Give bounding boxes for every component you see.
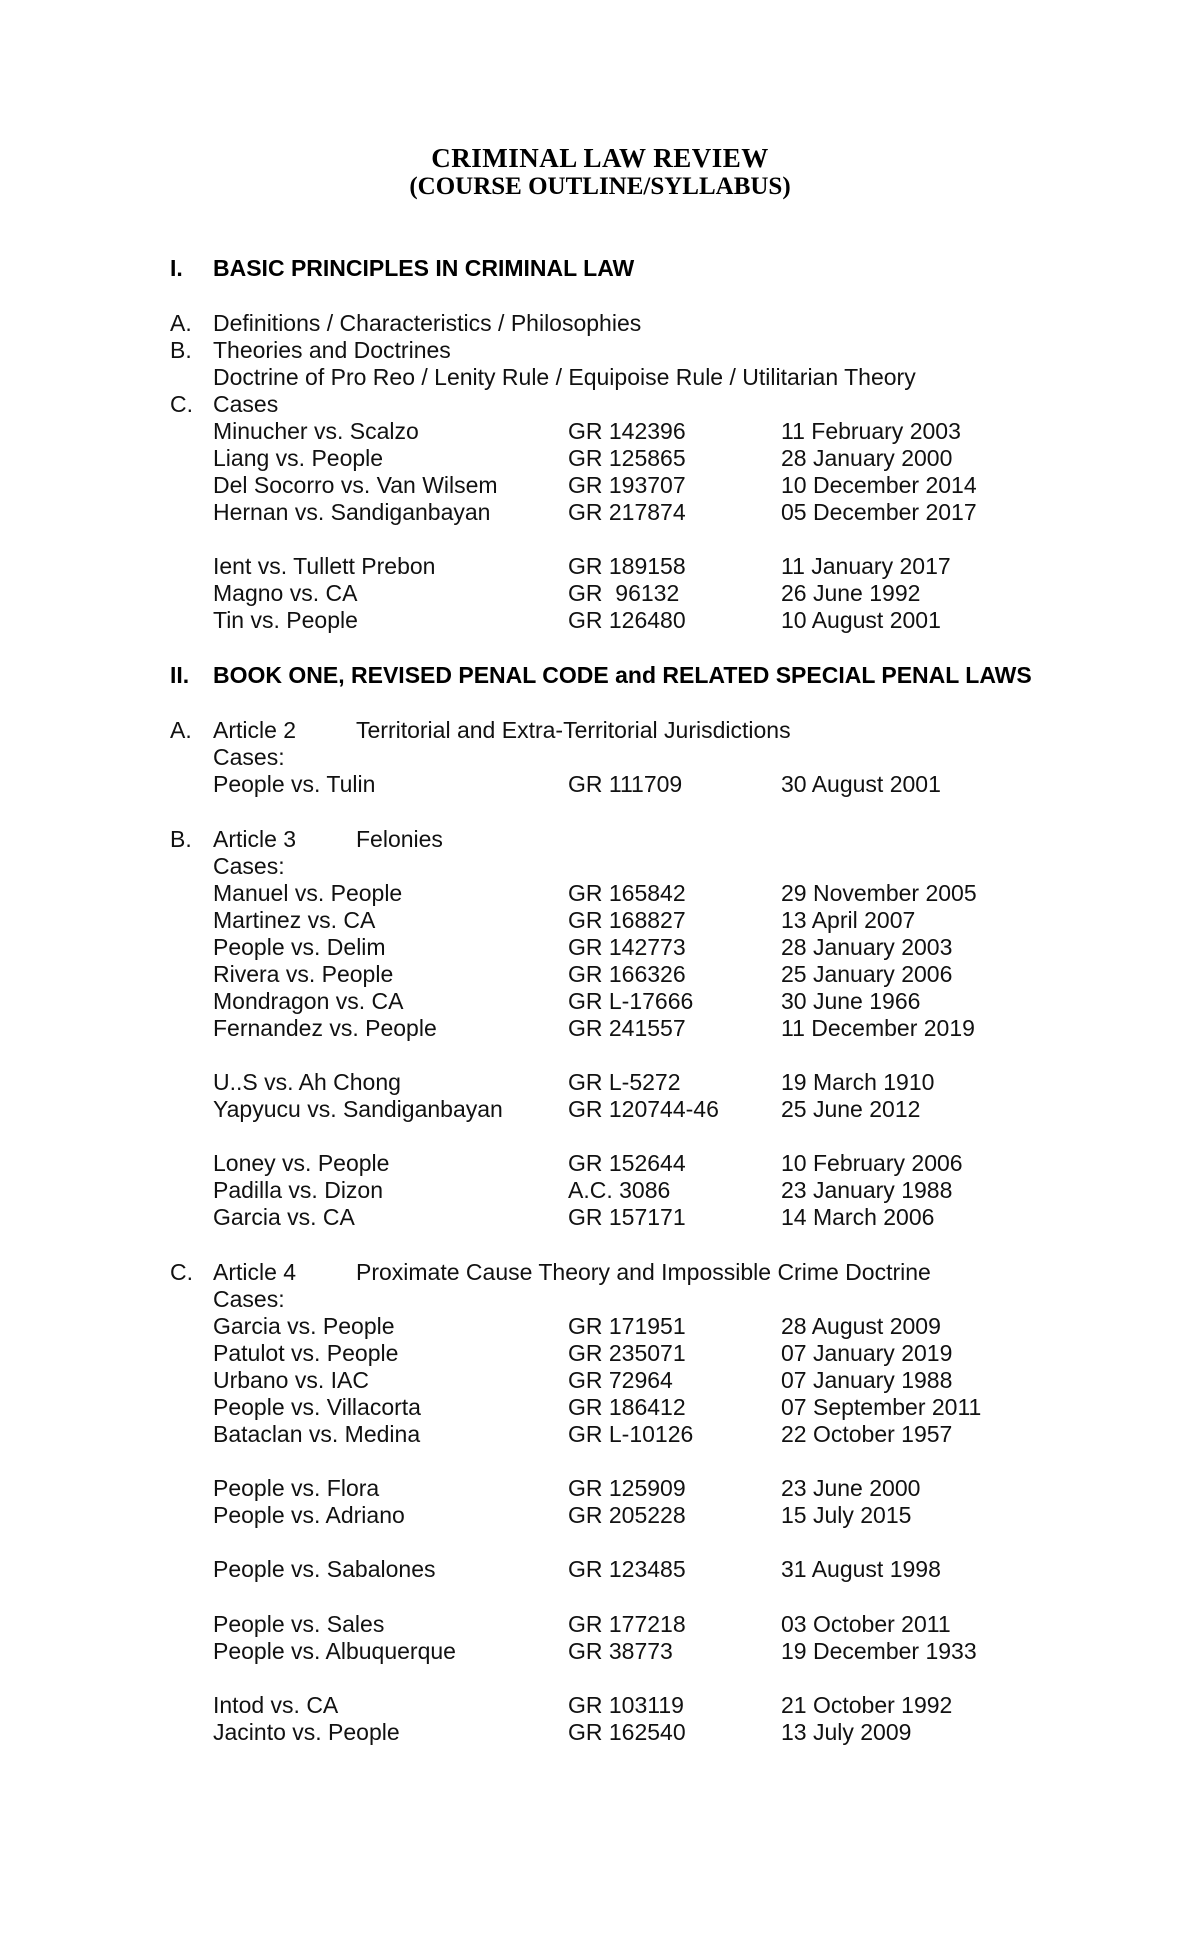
- case-date: 22 October 1957: [781, 1421, 953, 1447]
- case-date: 26 June 1992: [781, 580, 921, 606]
- case-name: People vs. Villacorta: [213, 1394, 421, 1420]
- case-date: 31 August 1998: [781, 1556, 941, 1582]
- case-gr-number: GR L-5272: [568, 1069, 681, 1095]
- case-gr-number: GR 152644: [568, 1150, 686, 1176]
- case-name: Fernandez vs. People: [213, 1015, 437, 1041]
- item-marker: B.: [170, 337, 192, 363]
- case-date: 07 January 2019: [781, 1340, 953, 1366]
- case-gr-number: GR 177218: [568, 1611, 686, 1637]
- case-name: Intod vs. CA: [213, 1692, 339, 1718]
- case-gr-number: GR 126480: [568, 607, 686, 633]
- case-name: Padilla vs. Dizon: [213, 1177, 384, 1203]
- case-gr-number: GR 193707: [568, 472, 686, 498]
- item-marker: B.: [170, 826, 192, 852]
- case-name: Tin vs. People: [213, 607, 358, 633]
- case-name: Del Socorro vs. Van Wilsem: [213, 472, 498, 498]
- case-gr-number: GR L-17666: [568, 988, 694, 1014]
- case-name: People vs. Flora: [213, 1475, 380, 1501]
- case-gr-number: GR 186412: [568, 1394, 686, 1420]
- case-date: 25 June 2012: [781, 1096, 921, 1122]
- case-date: 25 January 2006: [781, 961, 953, 987]
- case-date: 11 December 2019: [781, 1015, 975, 1041]
- case-name: Hernan vs. Sandiganbayan: [213, 499, 491, 525]
- cases-label: Cases:: [213, 853, 285, 879]
- case-date: 21 October 1992: [781, 1692, 953, 1718]
- case-name: Mondragon vs. CA: [213, 988, 404, 1014]
- case-date: 30 June 1966: [781, 988, 921, 1014]
- case-gr-number: GR 189158: [568, 553, 686, 579]
- case-name: People vs. Adriano: [213, 1502, 405, 1528]
- case-date: 23 June 2000: [781, 1475, 921, 1501]
- case-gr-number: GR 235071: [568, 1340, 686, 1366]
- case-name: Bataclan vs. Medina: [213, 1421, 421, 1447]
- article-topic: Felonies: [356, 826, 443, 852]
- case-name: Patulot vs. People: [213, 1340, 399, 1366]
- item-text: Theories and Doctrines: [213, 337, 451, 363]
- document-title: CRIMINAL LAW REVIEW: [431, 143, 769, 173]
- case-date: 28 August 2009: [781, 1313, 941, 1339]
- item-marker: A.: [170, 717, 192, 743]
- case-gr-number: A.C. 3086: [568, 1177, 671, 1203]
- case-gr-number: GR 125865: [568, 445, 686, 471]
- cases-label: Cases:: [213, 744, 285, 770]
- case-name: Magno vs. CA: [213, 580, 358, 606]
- case-gr-number: GR 142773: [568, 934, 686, 960]
- case-gr-number: GR L-10126: [568, 1421, 694, 1447]
- case-gr-number: GR 205228: [568, 1502, 686, 1528]
- case-date: 03 October 2011: [781, 1611, 951, 1637]
- case-date: 05 December 2017: [781, 499, 977, 525]
- case-name: Loney vs. People: [213, 1150, 390, 1176]
- case-date: 23 January 1988: [781, 1177, 953, 1203]
- document-subtitle: (COURSE OUTLINE/SYLLABUS): [409, 173, 791, 200]
- case-name: People vs. Sabalones: [213, 1556, 436, 1582]
- case-gr-number: GR 241557: [568, 1015, 686, 1041]
- case-date: 11 February 2003: [781, 418, 961, 444]
- case-gr-number: GR 217874: [568, 499, 686, 525]
- case-name: People vs. Sales: [213, 1611, 385, 1637]
- case-date: 14 March 2006: [781, 1204, 935, 1230]
- item-marker: C.: [170, 391, 193, 417]
- case-gr-number: GR 168827: [568, 907, 686, 933]
- case-date: 13 July 2009: [781, 1719, 912, 1745]
- part-two-title: BOOK ONE, REVISED PENAL CODE and RELATED SPECIAL PENAL LAWS: [213, 662, 1032, 688]
- case-gr-number: GR 111709: [568, 771, 683, 797]
- item-marker: A.: [170, 310, 192, 336]
- case-name: Garcia vs. People: [213, 1313, 395, 1339]
- article-number: Article 3: [213, 826, 297, 852]
- article-topic: Territorial and Extra-Territorial Jurisdictions: [356, 717, 791, 743]
- case-name: Liang vs. People: [213, 445, 384, 471]
- case-name: Manuel vs. People: [213, 880, 403, 906]
- item-text: Definitions / Characteristics / Philosophies: [213, 310, 642, 336]
- case-date: 11 January 2017: [781, 553, 951, 579]
- case-gr-number: GR 166326: [568, 961, 686, 987]
- case-gr-number: GR 162540: [568, 1719, 686, 1745]
- case-gr-number: GR 38773: [568, 1638, 673, 1664]
- case-gr-number: GR 103119: [568, 1692, 684, 1718]
- case-name: Minucher vs. Scalzo: [213, 418, 419, 444]
- case-name: Urbano vs. IAC: [213, 1367, 369, 1393]
- case-name: U..S vs. Ah Chong: [213, 1069, 401, 1095]
- case-date: 10 August 2001: [781, 607, 941, 633]
- article-topic: Proximate Cause Theory and Impossible Crime Doctrine: [356, 1259, 931, 1285]
- item-marker: C.: [170, 1259, 193, 1285]
- case-name: People vs. Albuquerque: [213, 1638, 456, 1664]
- case-date: 30 August 2001: [781, 771, 941, 797]
- article-number: Article 2: [213, 717, 297, 743]
- case-date: 07 January 1988: [781, 1367, 953, 1393]
- case-date: 29 November 2005: [781, 880, 977, 906]
- case-name: People vs. Tulin: [213, 771, 376, 797]
- case-gr-number: GR 165842: [568, 880, 686, 906]
- case-date: 13 April 2007: [781, 907, 916, 933]
- case-name: Martinez vs. CA: [213, 907, 376, 933]
- case-gr-number: GR 123485: [568, 1556, 686, 1582]
- case-date: 19 December 1933: [781, 1638, 977, 1664]
- case-date: 15 July 2015: [781, 1502, 912, 1528]
- case-gr-number: GR 142396: [568, 418, 686, 444]
- case-date: 07 September 2011: [781, 1394, 982, 1420]
- case-date: 10 December 2014: [781, 472, 977, 498]
- case-name: Garcia vs. CA: [213, 1204, 355, 1230]
- item-subtext: Doctrine of Pro Reo / Lenity Rule / Equipoise Rule / Utilitarian Theory: [213, 364, 916, 390]
- case-gr-number: GR 96132: [568, 580, 680, 606]
- case-gr-number: GR 171951: [568, 1313, 686, 1339]
- case-gr-number: GR 120744-46: [568, 1096, 719, 1122]
- case-name: Jacinto vs. People: [213, 1719, 400, 1745]
- case-name: People vs. Delim: [213, 934, 386, 960]
- part-one-title: BASIC PRINCIPLES IN CRIMINAL LAW: [213, 255, 635, 281]
- case-gr-number: GR 157171: [568, 1204, 686, 1230]
- case-date: 28 January 2003: [781, 934, 953, 960]
- case-gr-number: GR 125909: [568, 1475, 686, 1501]
- part-two-numeral: II.: [170, 662, 190, 688]
- case-date: 10 February 2006: [781, 1150, 963, 1176]
- article-number: Article 4: [213, 1259, 297, 1285]
- case-date: 19 March 1910: [781, 1069, 935, 1095]
- case-gr-number: GR 72964: [568, 1367, 673, 1393]
- item-text: Cases: [213, 391, 279, 417]
- part-one-numeral: I.: [170, 255, 183, 281]
- case-name: Yapyucu vs. Sandiganbayan: [213, 1096, 503, 1122]
- case-name: Rivera vs. People: [213, 961, 394, 987]
- case-name: Ient vs. Tullett Prebon: [213, 553, 436, 579]
- case-date: 28 January 2000: [781, 445, 953, 471]
- cases-label: Cases:: [213, 1286, 285, 1312]
